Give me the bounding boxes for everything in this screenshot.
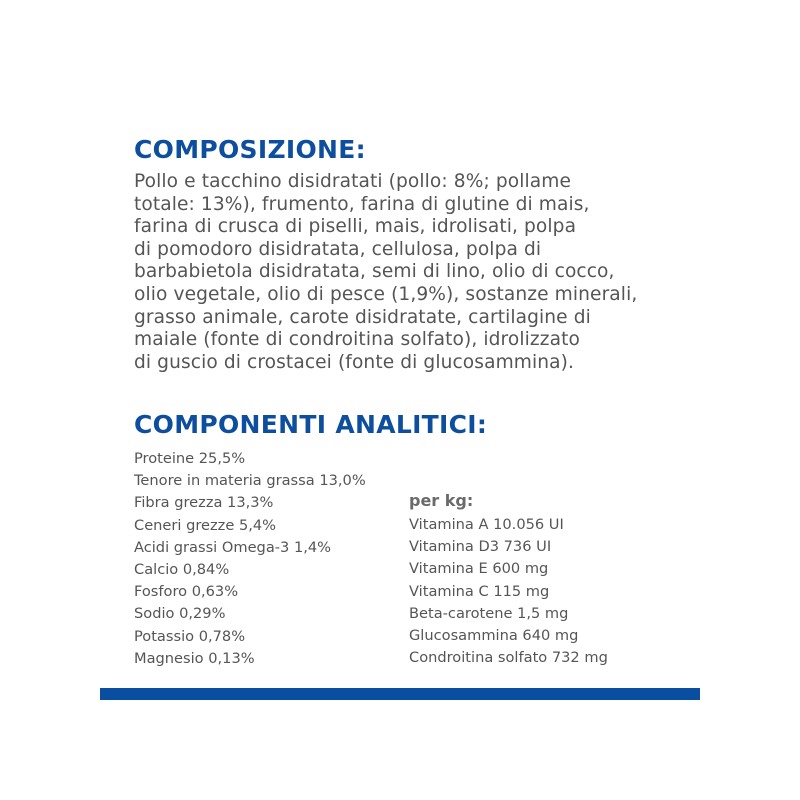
composition-line: grasso animale, carote disidratate, cartilagine di — [134, 306, 591, 328]
composition-line: di pomodoro disidratata, cellulosa, polpa di — [134, 238, 542, 260]
composition-line: olio vegetale, olio di pesce (1,9%), sostanze minerali, — [134, 283, 638, 305]
composition-line: totale: 13%), frumento, farina di glutine di mais, — [134, 193, 590, 215]
composition-heading: COMPOSIZIONE: — [134, 135, 366, 164]
list-item: Condroitina solfato 732 mg — [409, 649, 608, 667]
list-item: Acidi grassi Omega-3 1,4% — [134, 538, 332, 556]
analytic-components-list — [134, 448, 366, 670]
list-item: Beta-carotene 1,5 mg — [409, 604, 569, 622]
list-item: Potassio 0,78% — [134, 627, 246, 645]
list-item: Vitamina A 10.056 UI — [409, 516, 564, 533]
list-item: Vitamina C 115 mg — [409, 582, 550, 600]
composition-line: barbabietola disidratata, semi di lino, olio di cocco, — [134, 261, 615, 283]
list-item: Calcio 0,84% — [134, 561, 230, 579]
composition-line: farina di crusca di piselli, mais, idrolisati, polpa — [134, 216, 577, 238]
list-item: Glucosammina 640 mg — [409, 627, 579, 645]
list-item: Tenore in materia grassa 13,0% — [134, 472, 366, 490]
composition-text — [134, 171, 734, 374]
per-kg-label: per kg: — [409, 491, 474, 510]
composition-line: Pollo e tacchino disidratati (pollo: 8%; pollame — [134, 171, 572, 192]
composition-line: di guscio di crostacei (fonte di glucosammina). — [134, 351, 575, 373]
list-item: Proteine 25,5% — [134, 450, 246, 467]
list-item: Ceneri grezze 5,4% — [134, 516, 277, 534]
composition-line: maiale (fonte di condroitina solfato), idrolizzato — [134, 329, 580, 351]
per-kg-list — [409, 514, 608, 669]
per-kg-section — [409, 492, 608, 669]
list-item: Vitamina D3 736 UI — [409, 538, 552, 556]
list-item: Magnesio 0,13% — [134, 649, 255, 667]
list-item: Sodio 0,29% — [134, 605, 226, 623]
list-item: Fosforo 0,63% — [134, 583, 239, 601]
list-item: Vitamina E 600 mg — [409, 560, 549, 578]
footer-divider-bar — [100, 688, 700, 700]
analytics-heading: COMPONENTI ANALITICI: — [134, 410, 488, 439]
list-item: Fibra grezza 13,3% — [134, 494, 274, 512]
